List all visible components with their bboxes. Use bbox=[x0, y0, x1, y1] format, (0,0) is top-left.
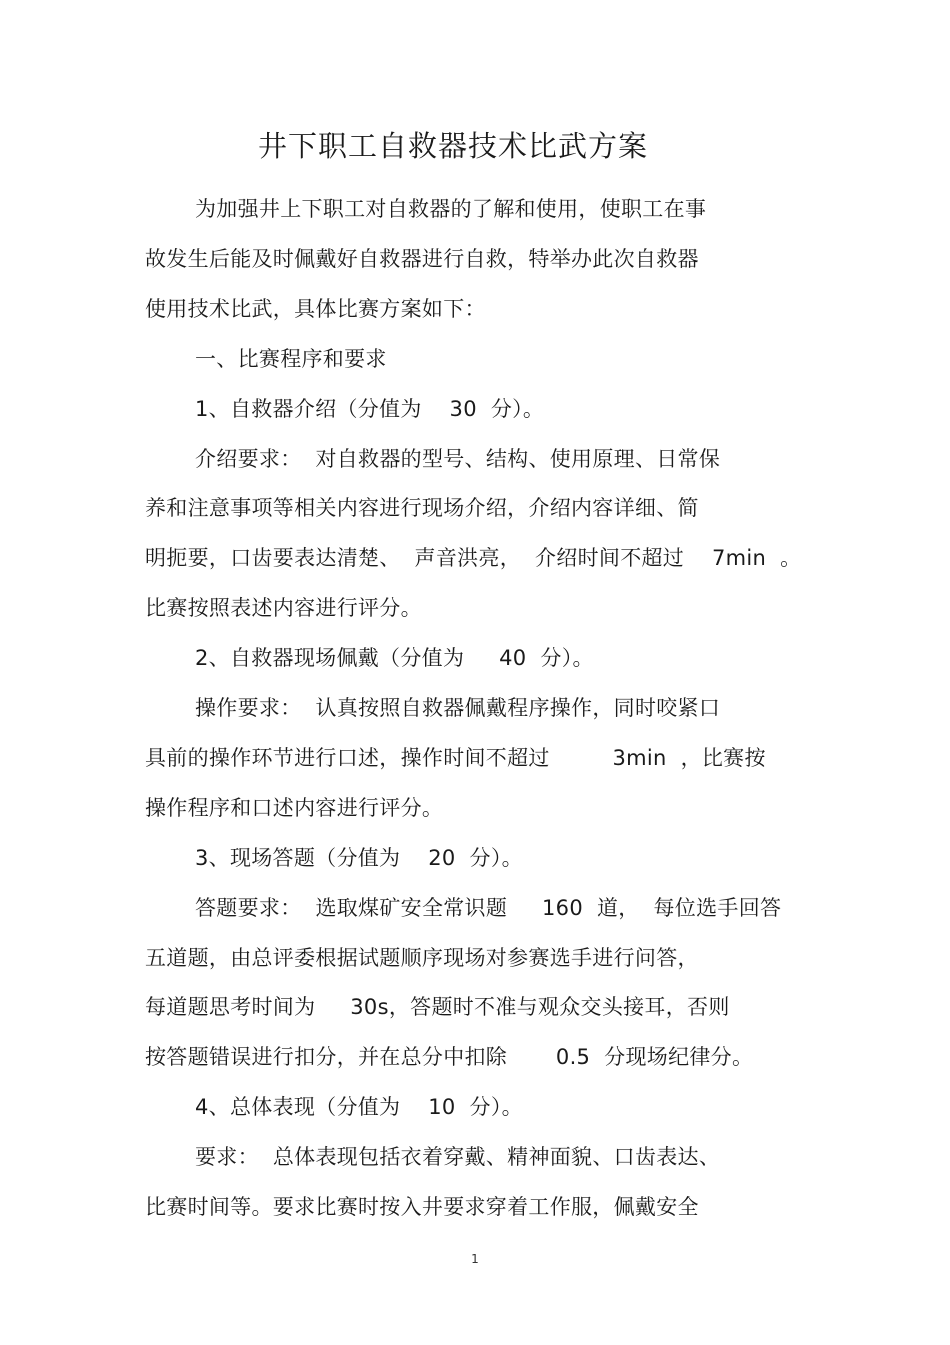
paragraph-line: 使用技术比武，具体比赛方案如下： bbox=[145, 297, 486, 321]
paragraph-line: 每道题思考时间为 30s，答题时不准与观众交头接耳，否则 bbox=[145, 995, 730, 1019]
paragraph-line: 比赛按照表述内容进行评分。 bbox=[145, 596, 422, 620]
paragraph-line: 养和注意事项等相关内容进行现场介绍，介绍内容详细、简 bbox=[145, 496, 699, 520]
paragraph-line: 一、比赛程序和要求 bbox=[195, 347, 387, 371]
paragraph-line: 答题要求： 选取煤矿安全常识题 160 道， 每位选手回答 bbox=[195, 896, 782, 920]
paragraph-line: 故发生后能及时佩戴好自救器进行自救，特举办此次自救器 bbox=[145, 247, 699, 271]
paragraph-line: 2、自救器现场佩戴（分值为 40 分）。 bbox=[195, 646, 594, 670]
document-title: 井下职工自救器技术比武方案 bbox=[257, 129, 648, 163]
paragraph-line: 操作要求： 认真按照自救器佩戴程序操作，同时咬紧口 bbox=[195, 696, 721, 720]
paragraph-line: 1、自救器介绍（分值为 30 分）。 bbox=[195, 397, 545, 421]
paragraph-line: 具前的操作环节进行口述，操作时间不超过 3min ，比赛按 bbox=[145, 746, 766, 770]
paragraph-line: 4、总体表现（分值为 10 分）。 bbox=[195, 1095, 523, 1119]
paragraph-line: 五道题，由总评委根据试题顺序现场对参赛选手进行问答， bbox=[145, 946, 699, 970]
paragraph-line: 比赛时间等。要求比赛时按入井要求穿着工作服，佩戴安全 bbox=[145, 1195, 699, 1219]
paragraph-line: 操作程序和口述内容进行评分。 bbox=[145, 796, 444, 820]
paragraph-line: 3、现场答题（分值为 20 分）。 bbox=[195, 846, 523, 870]
paragraph-line: 要求： 总体表现包括衣着穿戴、精神面貌、口齿表达、 bbox=[195, 1145, 721, 1169]
page-number: 1 bbox=[471, 1252, 479, 1266]
paragraph-line: 为加强井上下职工对自救器的了解和使用，使职工在事 bbox=[195, 197, 707, 221]
paragraph-line: 按答题错误进行扣分，并在总分中扣除 0.5 分现场纪律分。 bbox=[145, 1045, 754, 1069]
paragraph-line: 介绍要求： 对自救器的型号、结构、使用原理、日常保 bbox=[195, 447, 721, 471]
paragraph-line: 明扼要，口齿要表达清楚、 声音洪亮， 介绍时间不超过 7min 。 bbox=[145, 546, 802, 570]
